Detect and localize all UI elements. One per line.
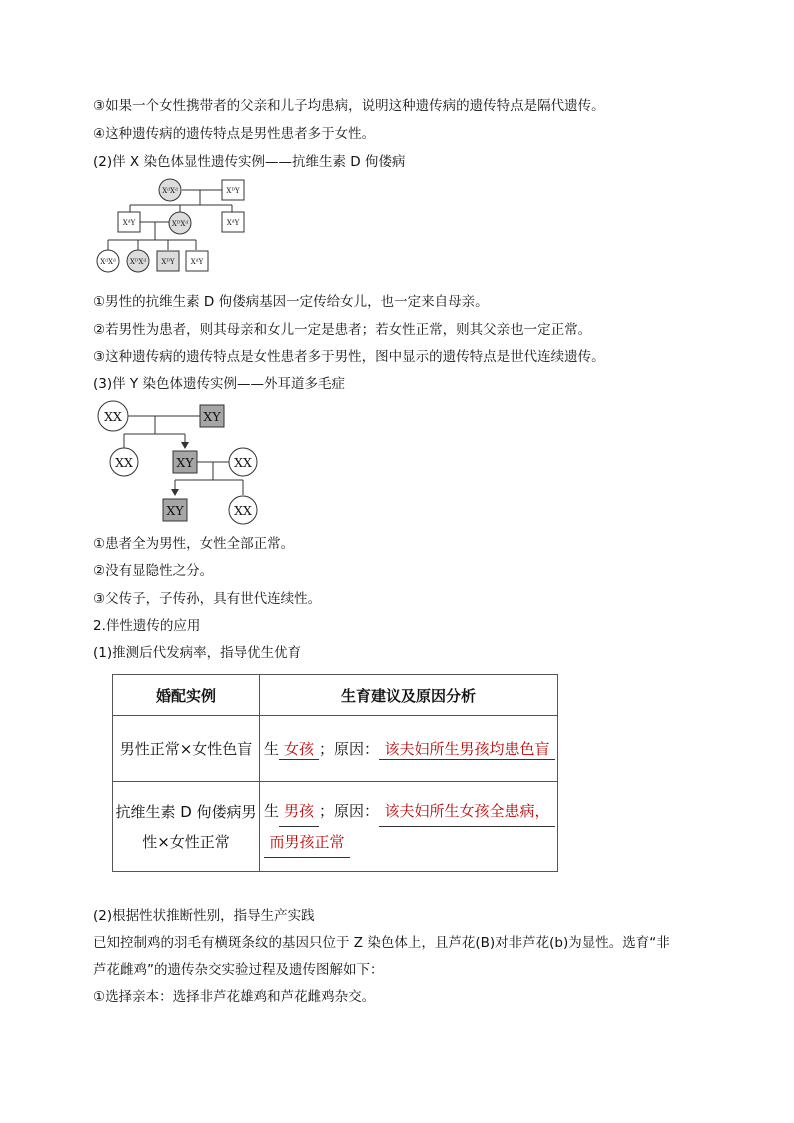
subsection-heading-sex-determination: (2)根据性状推断性别，指导生产实践 <box>93 908 315 924</box>
row2-case <box>113 782 260 872</box>
subsection-heading-prediction: (1)推测后代发病率，指导优生优育 <box>93 645 302 661</box>
paragraph-x-dominant-2: ②若男性为患者，则其母亲和女儿一定是患者；若女性正常，则其父亲也一定正常。 <box>93 322 592 338</box>
table-header-row <box>113 675 558 716</box>
row2-reason-answer-line2: 而男孩正常 <box>264 827 350 858</box>
row1-case: 男性正常×女性色盲 <box>113 716 260 782</box>
y-gen3-male-label: XY <box>166 503 184 518</box>
paragraph-y-linked-2: ②没有显隐性之分。 <box>93 563 214 579</box>
pedigree-y-linked <box>0 0 794 540</box>
paragraph-chicken-1: 已知控制鸡的羽毛有横斑条纹的基因只位于 Z 染色体上，且芦花(B)对非芦花(b)为显性。选育“非 <box>93 935 670 951</box>
y-gen1-female-label: XX <box>104 409 122 424</box>
row1-advice-answer: 女孩 <box>279 738 319 760</box>
gen1-female-genotype: XᵈXᵈ <box>162 187 178 195</box>
gen3-3-genotype: XᴰY <box>161 258 175 266</box>
row2-prefix: 生 <box>264 801 280 820</box>
y-gen1-male-label: XY <box>203 409 221 424</box>
section-heading-x-dominant: (2)伴 X 染色体显性遗传实例——抗维生素 D 佝偻病 <box>93 154 406 170</box>
row2-reason-answer-line1: 该夫妇所生女孩全患病， <box>379 796 555 827</box>
gen2-male-genotype: XᵈY <box>122 219 136 227</box>
gen1-male-genotype: XᴰY <box>226 187 240 195</box>
row1-separator: ；原因： <box>319 739 380 758</box>
y-gen2-spouse-label: XX <box>234 455 252 470</box>
y-gen2-male-label: XY <box>176 455 194 470</box>
paragraph-y-linked-3: ③父传子，子传孙，具有世代连续性。 <box>93 591 322 607</box>
row1-reason-answer: 该夫妇所生男孩均患色盲 <box>379 738 555 760</box>
paragraph-x-dominant-1: ①男性的抗维生素 D 佝偻病基因一定传给女儿，也一定来自母亲。 <box>93 294 489 310</box>
row2-separator: ；原因： <box>319 801 380 820</box>
section-heading-application: 2.伴性遗传的应用 <box>93 618 201 634</box>
gen3-2-genotype: XᴰXᵈ <box>129 258 147 266</box>
row2-case-line1: 抗维生素 D 佝偻病男 <box>115 802 257 821</box>
gen3-1-genotype: XᵈXᵈ <box>100 258 116 266</box>
gen2-female-genotype: XᴰXᵈ <box>171 220 189 228</box>
paragraph-x-recessive-3: ③如果一个女性携带者的父亲和儿子均患病，说明这种遗传病的遗传特点是隔代遗传。 <box>93 98 605 114</box>
row1-advice-cell <box>260 716 558 782</box>
paragraph-chicken-3: ①选择亲本：选择非芦花雄鸡和芦花雌鸡杂交。 <box>93 989 376 1005</box>
gen2-male-right-genotype: XᵈY <box>226 219 240 227</box>
paragraph-x-recessive-4: ④这种遗传病的遗传特点是男性患者多于女性。 <box>93 126 376 142</box>
y-gen2-female-label: XX <box>115 455 133 470</box>
y-gen3-female-label: XX <box>234 503 252 518</box>
paragraph-y-linked-1: ①患者全为男性，女性全部正常。 <box>93 536 295 552</box>
table-row <box>113 716 558 782</box>
paragraph-x-dominant-3: ③这种遗传病的遗传特点是女性患者多于男性，图中显示的遗传特点是世代连续遗传。 <box>93 349 605 365</box>
section-heading-y-linked: (3)伴 Y 染色体遗传实例——外耳道多毛症 <box>93 376 345 392</box>
advice-table <box>112 674 558 872</box>
row2-case-line2: 性×女性正常 <box>142 832 230 851</box>
row1-prefix: 生 <box>264 739 280 758</box>
table-row <box>113 782 558 872</box>
table-header-case: 婚配实例 <box>113 675 260 716</box>
table-header-advice: 生育建议及原因分析 <box>260 675 558 716</box>
gen3-4-genotype: XᵈY <box>190 258 204 266</box>
row2-advice-cell <box>260 782 558 872</box>
row2-advice-answer: 男孩 <box>279 796 319 827</box>
paragraph-chicken-2: 芦花雌鸡”的遗传杂交实验过程及遗传图解如下： <box>93 962 384 978</box>
